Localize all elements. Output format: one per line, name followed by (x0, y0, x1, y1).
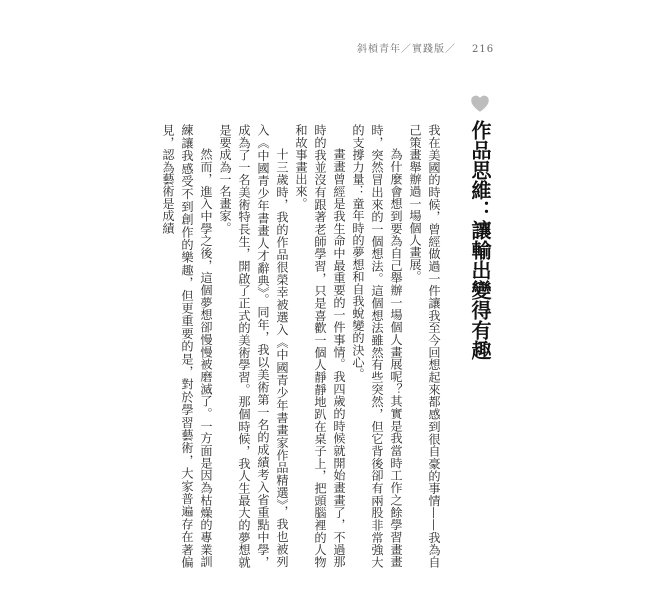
body-text (158, 124, 443, 568)
chapter-title: 作品思維：讓輸出變得有趣 (468, 120, 492, 360)
book-title: 斜槓青年／實踐版／ (357, 44, 456, 55)
paragraph: 十三歲時，我的作品很榮幸被選入《中國青少年書畫家作品精選》，我也被列入《中國青少年書畫人才辭典》。同年，我以美術第一名的成績考入省重點中學，成為了一名美術特長生，開啟了正式的美術學習。那個時候，我人生最大的夢想就是要成為一名畫家。 (218, 124, 289, 568)
paragraph: 畫畫曾經是我生命中最重要的一件事情。我四歲的時候就開始畫畫了，不過那時的我並沒有跟著老師學習，只是喜歡一個人靜靜地趴在桌子上，把頭腦裡的人物和故事畫出來。 (294, 124, 346, 568)
paragraph: 我在美國的時候，曾經做過一件讓我至今回想起來都感到很自豪的事情——我為自己策畫舉辦過一場個人畫展。 (408, 124, 441, 568)
paragraph: 然而，進入中學之後，這個夢想卻慢慢被磨滅了。一方面是因為枯燥的專業訓練讓我感受不到創作的樂趣，但更重要的是，對於學習藝術，大家普遍存在著偏見，認為藝術是成績 (161, 124, 213, 568)
running-header (357, 40, 494, 55)
paragraph: 為什麼會想到要為自己舉辦一場個人畫展呢？其實是我當時工作之餘學習畫畫時，突然冒出來的一個想法。這個想法雖然有些突然，但它背後卻有兩股非常強大的支撐力量：童年時的夢想和自我蛻變的決心。 (351, 124, 403, 568)
page-number: 216 (472, 44, 495, 55)
heart-icon (470, 94, 490, 114)
